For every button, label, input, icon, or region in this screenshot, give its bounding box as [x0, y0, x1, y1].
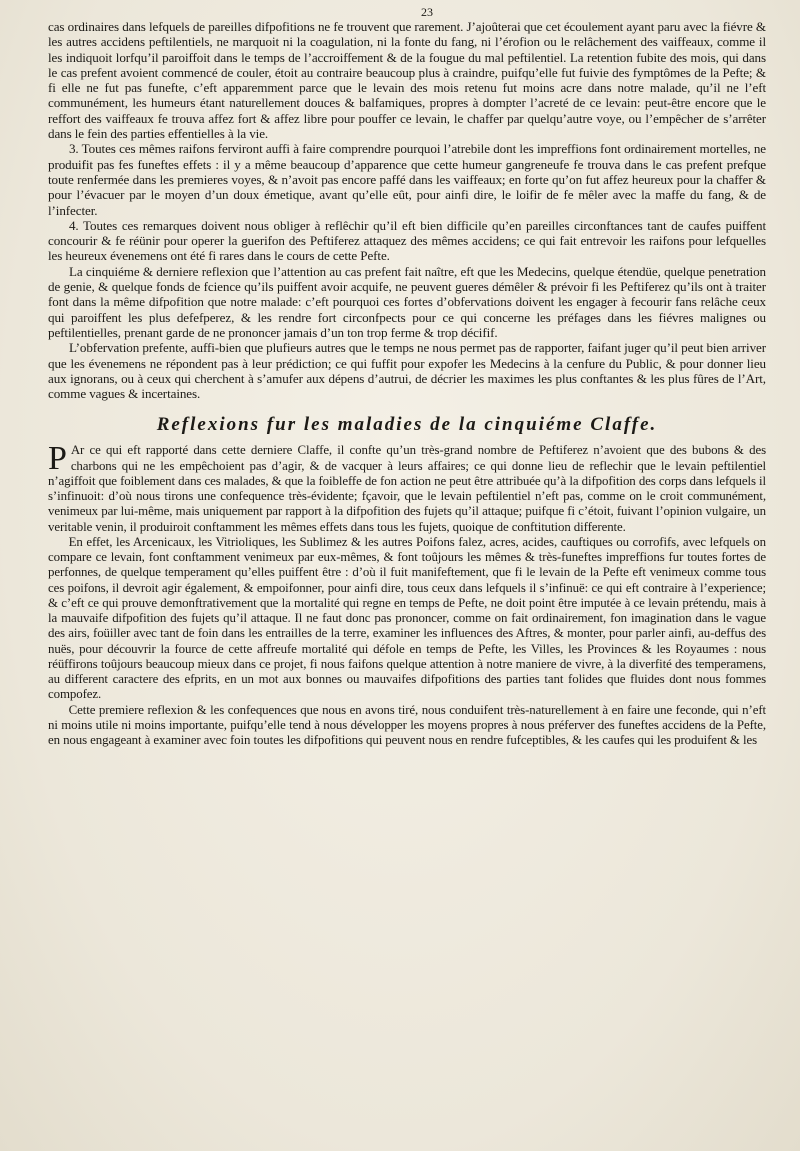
section-heading: Reflexions fur les maladies de la cinquiéme Claffe. — [156, 414, 658, 436]
section-paragraph-2: En effet, les Arcenicaux, les Vitrioliques, les Sublimez & les autres Poifons falez, acres, acides, cauftiques ou corrofifs, avec lefquels on compare ce levain, font conftamment venimeux par eux-mêmes, & font toûjours les mêmes & très-funeftes impreffions fur toutes fortes de perfonnes, de quelque temperament qu’elles puiffent être : d’où il fuit manifeftement, que fi le levain de la Pefte eft venimeux comme tous ces poifons, il devroit agir également, & empoifonner, pour ainfi dire, tous ceux dans lefquels il s’infinuë: ce qui eft contraire à l’experience; & c’eft ce qui prouve demonftrativement que la mortalité qui regne en temps de Pefte, ne doit point être imputée à ce levain prétendu, mais à la mauvaife difpofition des fujets qu’il attaque. Il ne faut donc pas prononcer, comme on fait ordinairement, fon imagination dans le vague des airs, foüiller avec tant de foin dans les entrailles de la terre, examiner les influences des Aftres, & monter, pour parler ainfi, au-deffus des nuës, pour découvrir la fource de cette affreufe mortalité qui défole en temps de Pefte, les Villes, les Provinces & les Royaumes : nous réüffirons toûjours beaucoup mieux dans ce projet, fi nous faifons quelque attention à notre maniere de vivre, à la diverfité des temperamens, au different caractere des efprits, en un mot aux bonnes ou mauvaifes difpofitions des parties tant folides que fluides dont nous fommes compofez. — [48, 534, 766, 702]
paragraph-point-4: 4. Toutes ces remarques doivent nous obliger à reflêchir qu’il eft bien difficile qu’en pareilles circonftances tant de caufes puiffent concourir & fe réünir pour operer la guerifon des Peftiferez attaquez des mêmes accidens; ce qui fait entrevoir les raifons pour lefquelles les heureux évenemens ont été fi rares dans le cours de cette Pefte. — [48, 217, 766, 264]
paragraph-continued: cas ordinaires dans lefquels de pareilles difpofitions ne fe trouvent que rarement. J’ajoûterai que cet écoulement ayant paru avec la fiévre & les autres accidens peftilentiels, ne marquoit ni la coagulation, ni la fonte du fang, ni l’érofion ou le relâchement des vaiffeaux, comme il les indiquoit lorfqu’il paroiffoit dans le temps de l’accroiffement & de la fougue du mal peftilentiel. La retention fubite des mois, qui dans le cas prefent avoient commencé de couler, étoit au contraire beaucoup plus à craindre, puifqu’elle fut fuivie des fymptômes de la Pefte; & fi elle ne fut pas funefte, c’eft apparemment parce que le levain des mois retenu fut moins acre dans notre malade, qu’il ne l’eft communément, les humeurs étant naturellement douces & balfamiques, propres à dompter l’acreté de ce levain: peut-être encore que le reffort des vaiffeaux fe trouva affez fort & affez libre pour pouffer ce levain, le chaffer par quelqu’autre voye, ou l’empêcher de s’arrêter dans le fein des parties effentielles à la vie. — [48, 19, 766, 142]
section-body — [48, 440, 766, 748]
section-paragraph-3: Cette premiere reflexion & les confequences que nous en avons tiré, nous conduifent très-naturellement à en faire une feconde, qui n’eft ni moins utile ni moins importante, puifqu’elle tend à nous développer les moyens propres à nous préferver des funeftes accidens de la Pefte, en nous engageant à examiner avec foin toutes les difpofitions qui peuvent nous en rendre fufceptibles, & les caufes qui les produifent & les — [48, 702, 766, 748]
paragraph-fifth-reflexion: La cinquiéme & derniere reflexion que l’attention au cas prefent fait naître, eft que les Medecins, quelque étendüe, quelque penetration de genie, & quelque fonds de fcience qu’ils puiffent avoir acquife, ne peuvent gueres démêler & prévoir fi les Peftiferez qu’ils ont à traiter font dans la même difpofition que notre malade: c’eft pourquoi ces fortes d’obfervations doivent les engager à fecourir fans relâche ceux qui paroiffent les plus defefperez, & les rendre fort circonfpects pour ce qui concerne les préfages dans les fiévres malignes ou peftilentielles, prenant garde de ne prononcer jamais d’un ton trop ferme & trop décifif. — [48, 263, 766, 340]
page-number: 23 — [421, 5, 433, 19]
section-paragraph-1-text: Ar ce qui eft rapporté dans cette derniere Claffe, il confte qu’un très-grand nombre de Peftiferez n’avoient que des bubons & des charbons qui ne les empêchoient pas d’agir, & de vacquer à leurs affaires; ce qui donne lieu de reflechir que le levain peftilentiel n’agiffoit que foiblement dans ces malades, & que la foibleffe de fon action ne peut être attribuée qu’à la difpofition des corps dans lefquels il s’infinuoit: d’où nous tirons une confequence très-évidente; fçavoir, que le levain peftilentiel n’eft pas, comme on le croit communément, venimeux par lui-même, mais uniquement par rapport à la difpofition des fujets qu’il attaque; puifque fi c’étoit, fuivant l’opinion vulgaire, un veritable venin, il produiroit conftamment les mêmes effets dans tous les fujets, quoique de conftitution differente. — [48, 443, 766, 534]
section-paragraph-1 — [48, 440, 766, 535]
drop-cap: P — [48, 440, 67, 478]
paragraph-observation: L’obfervation prefente, auffi-bien que plufieurs autres que le temps ne nous permet pas de rapporter, faifant juger qu’il peut bien arriver que les évenemens ne répondent pas à leur prédiction; ce qui fuffit pour expofer les Medecins à la cenfure du Public, & pour donner lieu aux ignorans, ou à ceux qui cherchent à s’amufer aux dépens d’autrui, de décrier les maximes les plus conftantes & les plus fûres de l’Art, comme vagues & incertaines. — [48, 340, 766, 402]
paragraph-point-3: 3. Toutes ces mêmes raifons ferviront auffi à faire comprendre pourquoi l’atrebile dont les impreffions font ordinairement mortelles, ne produifit pas fes funeftes effets : il y a même beaucoup d’apparence que cette humeur gangreneufe fe trouva dans le cas prefent prefque toute renfermée dans les premieres voyes, & n’avoit pas encore paffé dans les vaiffeaux; en forte qu’on fut affez heureux pour la chaffer & pour l’évacuer par le moyen d’un doux émetique, avant qu’elle eût, pour ainfi dire, le loifir de fe mêler avec la maffe du fang, & de l’infecter. — [48, 141, 766, 218]
